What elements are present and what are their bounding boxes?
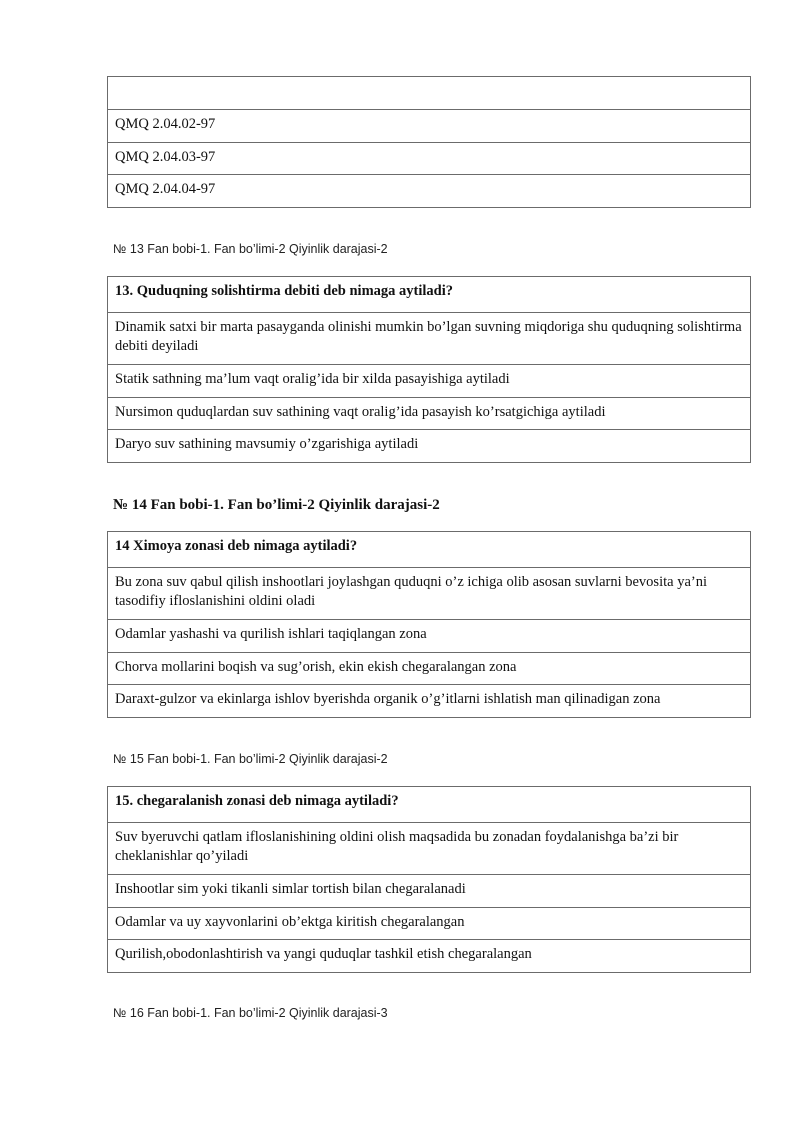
question-text: 15. chegaralanish zonasi deb nimaga aytiladi? xyxy=(115,793,399,809)
answer-option: Inshootlar sim yoki tikanli simlar tortish bilan chegaralanadi xyxy=(108,874,750,907)
table-row xyxy=(108,77,750,109)
answer-option: Chorva mollarini boqish va sug’orish, ekin ekish chegaralangan zona xyxy=(108,652,750,684)
answer-option: Bu zona suv qabul qilish inshootlari joylashgan quduqni o’z ichiga olib asosan suvlarni bevosita ya’ni tasodifiy ifloslanishini oldini oladi xyxy=(108,567,750,619)
answer-option: Nursimon quduqlardan suv sathining vaqt oralig’ida pasayish ko’rsatgichiga aytiladi xyxy=(108,397,750,429)
answer-option: Odamlar va uy xayvonlarini ob’ektga kiritish chegaralangan xyxy=(108,907,750,939)
table-row: QMQ 2.04.04-97 xyxy=(108,174,750,207)
answer-option: Daryo suv sathining mavsumiy o’zgarishiga aytiladi xyxy=(108,429,750,462)
question-table-14 xyxy=(107,531,751,718)
answer-option: Odamlar yashashi va qurilish ishlari taqiqlangan zona xyxy=(108,619,750,652)
answer-option: Qurilish,obodonlashtirish va yangi quduqlar tashkil etish chegaralangan xyxy=(108,939,750,972)
question-text: 14 Ximoya zonasi deb nimaga aytiladi? xyxy=(115,538,358,554)
question-text: 13. Quduqning solishtirma debiti deb nimaga aytiladi? xyxy=(115,283,454,299)
question-header-13: № 13 Fan bobi-1. Fan bo’limi-2 Qiyinlik darajasi-2 xyxy=(113,242,388,256)
question-table-15 xyxy=(107,786,751,973)
answer-option: Suv byeruvchi qatlam ifloslanishining oldini olish maqsadida bu zonadan foydalanishga ba’zi bir cheklanishlar qo’yiladi xyxy=(108,822,750,874)
question-table-13 xyxy=(107,276,751,463)
question-header-16: № 16 Fan bobi-1. Fan bo’limi-2 Qiyinlik darajasi-3 xyxy=(113,1006,388,1020)
question-header-14: № 14 Fan bobi-1. Fan bo’limi-2 Qiyinlik darajasi-2 xyxy=(113,497,440,513)
question-header-15: № 15 Fan bobi-1. Fan bo’limi-2 Qiyinlik darajasi-2 xyxy=(113,752,388,766)
answer-table-12 xyxy=(107,76,751,208)
answer-option: Statik sathning ma’lum vaqt oralig’ida bir xilda pasayishiga aytiladi xyxy=(108,364,750,397)
answer-option: Dinamik satxi bir marta pasayganda olinishi mumkin bo’lgan suvning miqdoriga shu quduqning solishtirma debiti deyiladi xyxy=(108,312,750,364)
table-row: QMQ 2.04.03-97 xyxy=(108,142,750,174)
table-row: QMQ 2.04.02-97 xyxy=(108,109,750,142)
answer-option: Daraxt-gulzor va ekinlarga ishlov byerishda organik o’g’itlarni ishlatish man qilinadigan zona xyxy=(108,684,750,717)
